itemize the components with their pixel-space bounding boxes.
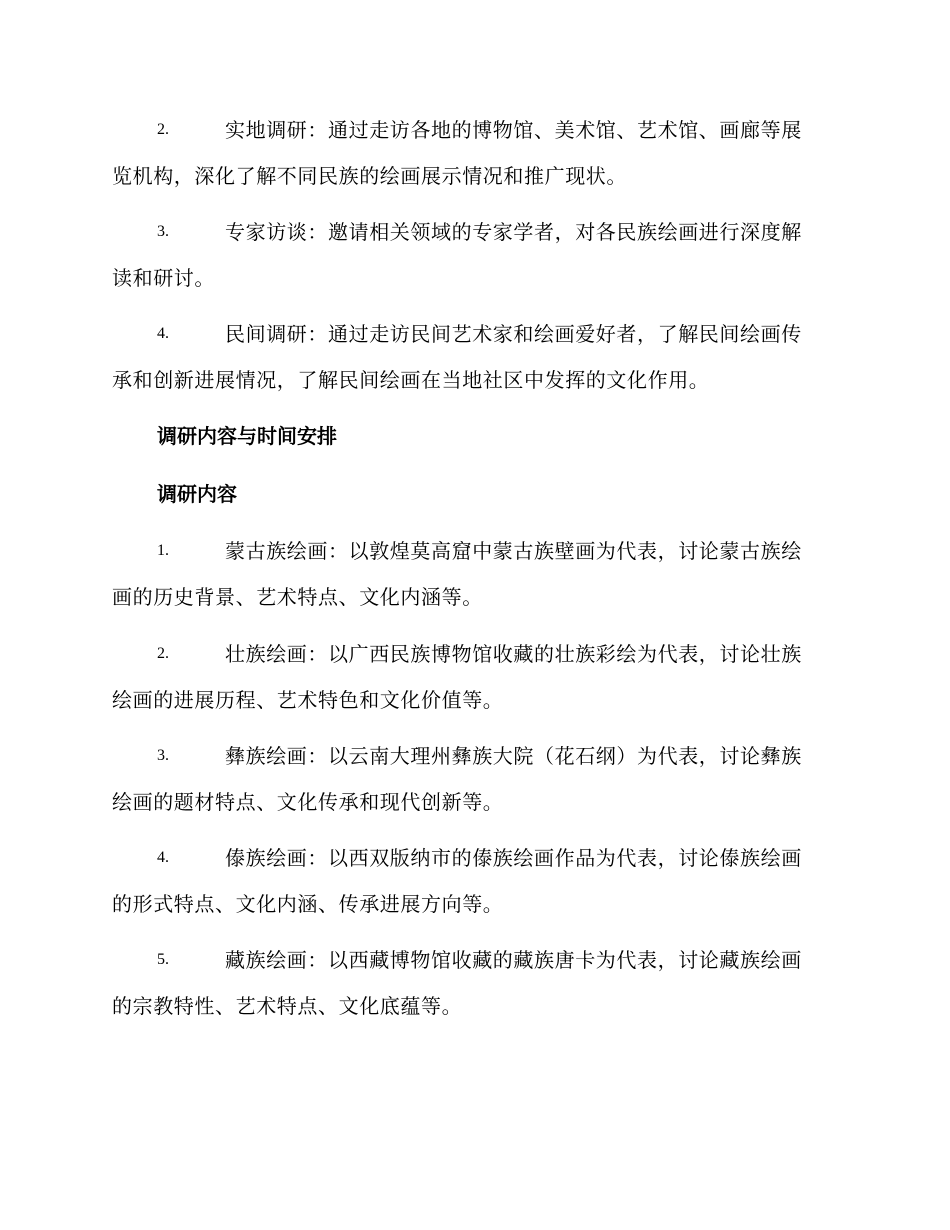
list-text-line: 画的历史背景、艺术特点、文化内涵等。 bbox=[112, 585, 483, 609]
list-text-line: 蒙古族绘画：以敦煌莫高窟中蒙古族壁画为代表，讨论蒙古族绘 bbox=[225, 539, 802, 563]
list-number: 5. bbox=[157, 951, 169, 968]
list-item bbox=[112, 209, 836, 301]
list-text-line: 绘画的进展历程、艺术特色和文化价值等。 bbox=[112, 688, 504, 712]
list-item bbox=[112, 311, 836, 403]
list-text-line: 的宗教特性、艺术特点、文化底蕴等。 bbox=[112, 994, 463, 1018]
list-number: 2. bbox=[157, 645, 169, 662]
list-text-line: 傣族绘画：以西双版纳市的傣族绘画作品为代表，讨论傣族绘画 bbox=[225, 846, 802, 870]
list-item bbox=[112, 528, 836, 620]
list-text-line: 专家访谈：邀请相关领域的专家学者，对各民族绘画进行深度解 bbox=[225, 220, 802, 244]
list-number: 4. bbox=[157, 325, 169, 342]
list-text-line: 彝族绘画：以云南大理州彝族大院（花石纲）为代表，讨论彝族 bbox=[225, 744, 802, 768]
list-text-line: 览机构，深化了解不同民族的绘画展示情况和推广现状。 bbox=[112, 164, 627, 188]
list-item bbox=[112, 937, 836, 1029]
list-number: 4. bbox=[157, 849, 169, 866]
list-text-line: 的形式特点、文化内涵、传承进展方向等。 bbox=[112, 892, 504, 916]
list-text-line: 实地调研：通过走访各地的博物馆、美术馆、艺术馆、画廊等展 bbox=[225, 118, 802, 142]
list-item bbox=[112, 733, 836, 825]
list-number: 3. bbox=[157, 223, 169, 240]
list-text-line: 民间调研：通过走访民间艺术家和绘画爱好者，了解民间绘画传 bbox=[225, 322, 802, 346]
list-item bbox=[112, 631, 836, 723]
list-text-line: 壮族绘画：以广西民族博物馆收藏的壮族彩绘为代表，讨论壮族 bbox=[225, 642, 802, 666]
list-text-line: 读和研讨。 bbox=[112, 266, 215, 290]
list-item bbox=[112, 107, 836, 199]
list-number: 3. bbox=[157, 747, 169, 764]
list-number: 2. bbox=[157, 121, 169, 138]
list-number: 1. bbox=[157, 542, 169, 559]
list-text-line: 承和创新进展情况，了解民间绘画在当地社区中发挥的文化作用。 bbox=[112, 368, 710, 392]
list-text-line: 绘画的题材特点、文化传承和现代创新等。 bbox=[112, 790, 504, 814]
list-text-line: 藏族绘画：以西藏博物馆收藏的藏族唐卡为代表，讨论藏族绘画 bbox=[225, 948, 802, 972]
list-item bbox=[112, 835, 836, 927]
section-heading: 调研内容与时间安排 bbox=[157, 424, 337, 448]
subsection-heading: 调研内容 bbox=[157, 482, 237, 506]
